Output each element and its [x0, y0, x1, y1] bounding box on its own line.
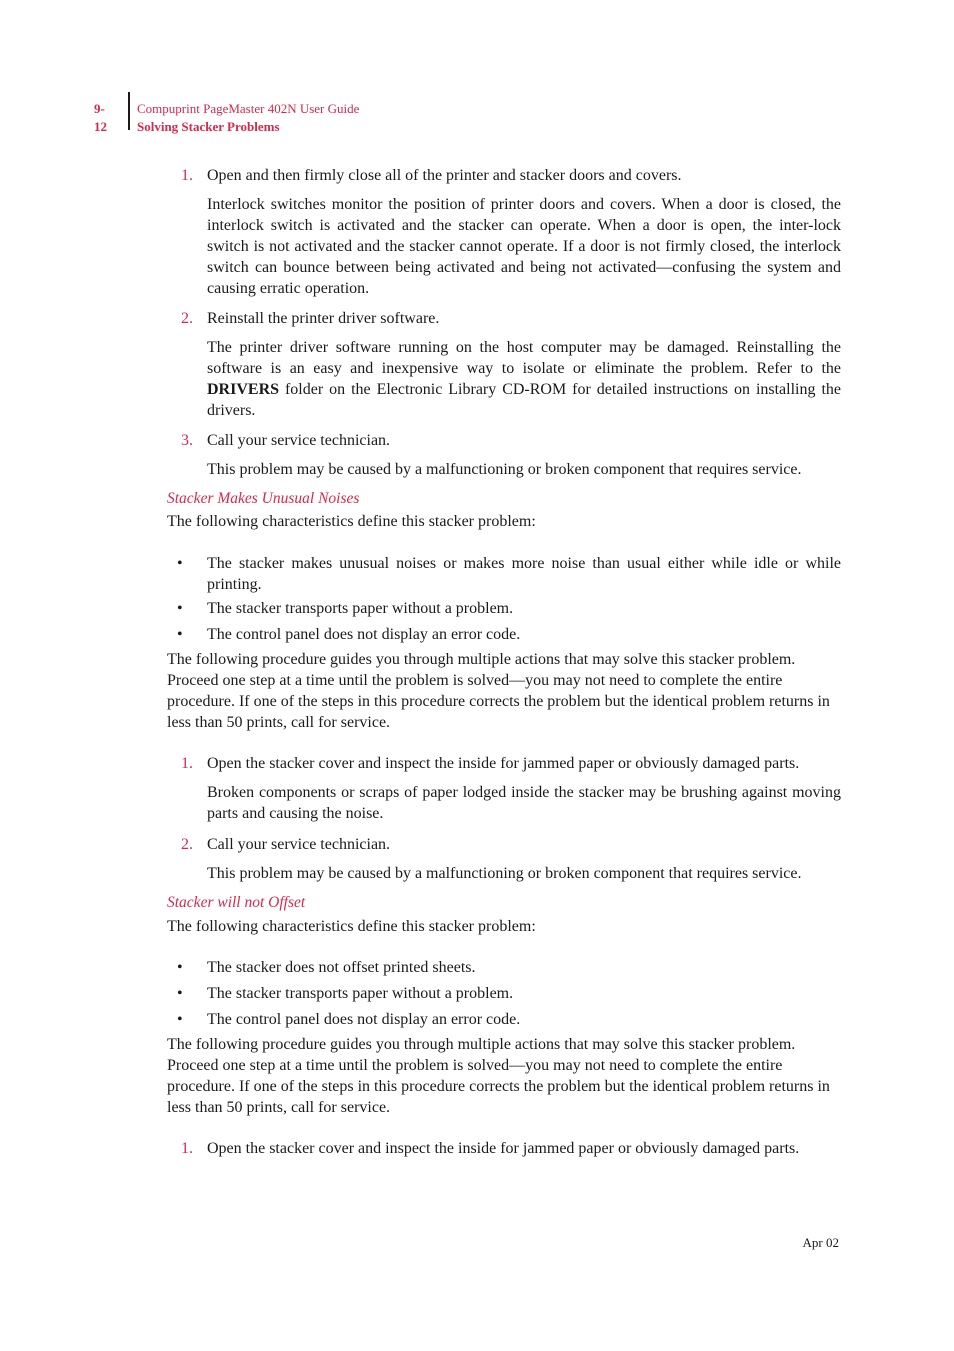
- list-item-text: The control panel does not display an error code.: [207, 626, 521, 643]
- step-detail: This problem may be caused by a malfunctioning or broken component that requires service.: [207, 461, 802, 478]
- step-detail: [207, 337, 841, 421]
- step-text: Call your service technician.: [207, 836, 391, 853]
- list-item-text: The stacker makes unusual noises or makes more noise than usual either while idle or while printing.: [207, 555, 841, 593]
- running-header: [137, 100, 537, 136]
- step-number: 1.: [181, 1140, 193, 1157]
- step-text: Call your service technician.: [207, 432, 391, 449]
- bullet-icon: •: [177, 985, 183, 1002]
- step-detail: Broken components or scraps of paper lodged inside the stacker may be brushing against moving parts and causing the noise.: [207, 784, 841, 822]
- section-heading: Stacker will not Offset: [167, 894, 306, 911]
- section-title: Solving Stacker Problems: [137, 119, 280, 134]
- procedure-paragraph: The following procedure guides you through multiple actions that may solve this stacker problem. Proceed one step at a time until the problem is solved—you may not need to complete the entire procedure. If one of the steps in this procedure corrects the problem but the identical problem returns in less than 50 prints, call for service.: [167, 651, 830, 731]
- step-text: Reinstall the printer driver software.: [207, 310, 440, 327]
- step-number: 1.: [181, 755, 193, 772]
- procedure-paragraph: The following procedure guides you through multiple actions that may solve this stacker problem. Proceed one step at a time until the problem is solved—you may not need to complete the entire procedure. If one of the steps in this procedure corrects the problem but the identical problem returns in less than 50 prints, call for service.: [167, 1036, 830, 1116]
- list-item-text: The control panel does not display an error code.: [207, 1011, 521, 1028]
- header-divider: [128, 92, 130, 130]
- page-number: 9-12: [94, 101, 107, 134]
- step-number: 2.: [181, 836, 193, 853]
- step-text: Open the stacker cover and inspect the inside for jammed paper or obviously damaged parts.: [207, 1140, 800, 1157]
- step-number: 2.: [181, 310, 193, 327]
- list-item-text: The stacker transports paper without a problem.: [207, 985, 514, 1002]
- list-item-text: The stacker transports paper without a problem.: [207, 600, 514, 617]
- guide-title: Compuprint PageMaster 402N User Guide: [137, 101, 360, 116]
- bullet-icon: •: [177, 1011, 183, 1028]
- section-intro: The following characteristics define this stacker problem:: [167, 513, 536, 530]
- step-detail: Interlock switches monitor the position of printer doors and covers. When a door is closed, the interlock switch is activated and the stacker can operate. When a door is open, the inter-lock switch is not activated and the stacker cannot operate. If a door is not firmly closed, the interlock switch can bounce between being activated and being not activated—confusing the system and causing erratic operation.: [207, 196, 841, 297]
- section-intro: The following characteristics define this stacker problem:: [167, 918, 536, 935]
- bullet-icon: •: [177, 959, 183, 976]
- detail-text: folder on the Electronic Library CD-ROM for detailed instructions on installing the drivers.: [207, 381, 841, 419]
- bullet-icon: •: [177, 626, 183, 643]
- step-text: Open the stacker cover and inspect the inside for jammed paper or obviously damaged parts.: [207, 755, 800, 772]
- step-text: Open and then firmly close all of the printer and stacker doors and covers.: [207, 167, 682, 184]
- step-number: 1.: [181, 167, 193, 184]
- bullet-icon: •: [177, 555, 183, 572]
- footer-date: Apr 02: [802, 1235, 839, 1250]
- step-number: 3.: [181, 432, 193, 449]
- detail-text: The printer driver software running on the host computer may be damaged. Reinstalling the software is an easy and inexpensive way to isolate or eliminate the problem. Refer to the: [207, 339, 841, 377]
- drivers-folder-name: DRIVERS: [207, 381, 280, 398]
- bullet-icon: •: [177, 600, 183, 617]
- list-item-text: The stacker does not offset printed sheets.: [207, 959, 476, 976]
- step-detail: This problem may be caused by a malfunctioning or broken component that requires service.: [207, 865, 802, 882]
- section-heading: Stacker Makes Unusual Noises: [167, 490, 360, 507]
